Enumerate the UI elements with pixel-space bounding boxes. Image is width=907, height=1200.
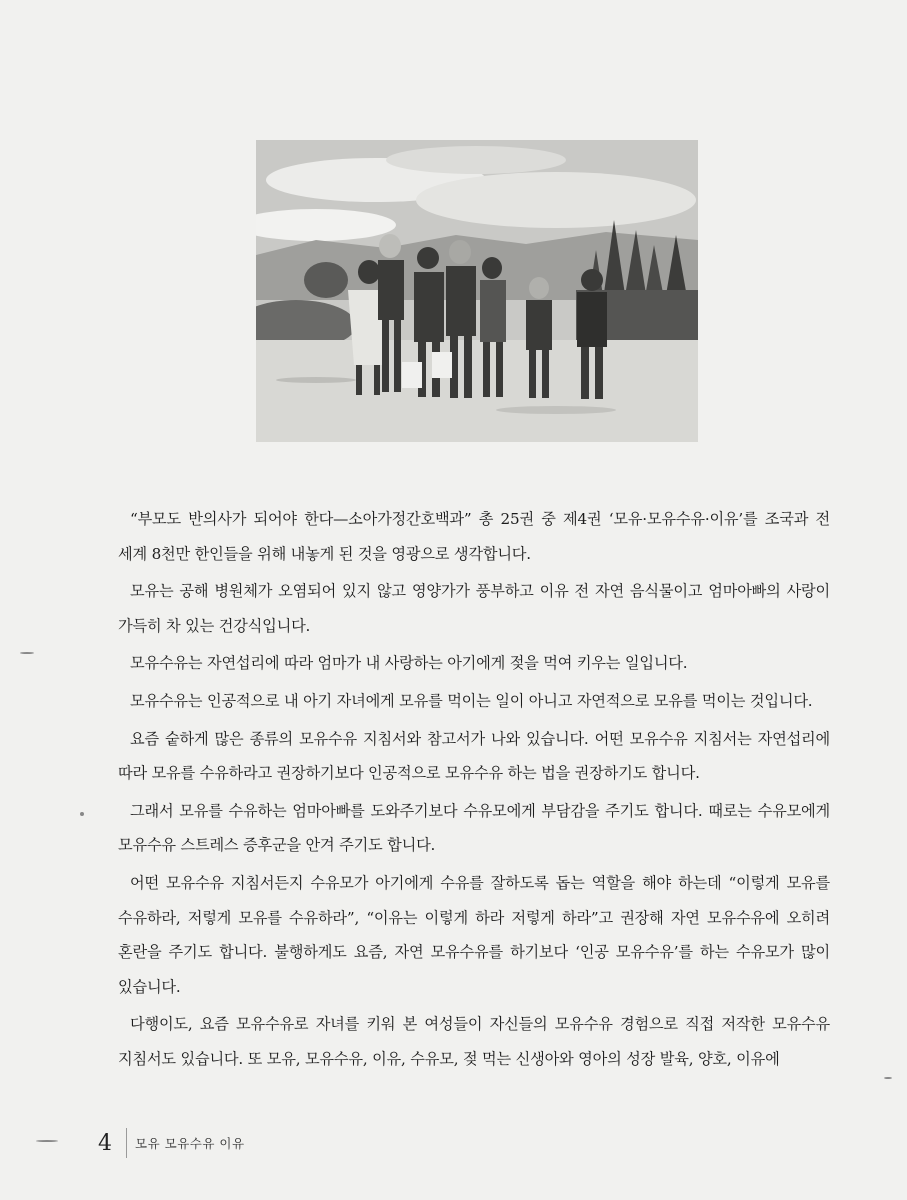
running-title: 모유 모유수유 이유 (135, 1136, 245, 1151)
body-text (118, 502, 830, 1080)
paragraph: 모유수유는 인공적으로 내 아기 자녀에게 모유를 먹이는 일이 아니고 자연적으로 모유를 먹이는 것입니다. (130, 691, 813, 710)
scan-speck (20, 652, 34, 654)
paragraph: “부모도 반의사가 되어야 한다—소아가정간호백과” 총 25권 중 제4권 ‘모유·모유수유·이유’를 조국과 전 세계 8천만 한인들을 위해 내놓게 된 것을 영광으로 생각합니다. (118, 510, 830, 563)
page-footer (98, 1128, 245, 1158)
footer-divider (126, 1128, 127, 1158)
children-group-photo (256, 140, 698, 442)
scan-speck (80, 812, 84, 816)
paragraph: 요즘 숱하게 많은 종류의 모유수유 지침서와 참고서가 나와 있습니다. 어떤 모유수유 지침서는 자연섭리에 따라 모유를 수유하라고 권장하기보다 인공적으로 모유수유 하는 법을 권장하기도 합니다. (118, 729, 830, 783)
page-number: 4 (98, 1130, 112, 1156)
photo-illustration (256, 140, 698, 442)
paragraph: 모유는 공해 병원체가 오염되어 있지 않고 영양가가 풍부하고 이유 전 자연 음식물이고 엄마아빠의 사랑이 가득히 차 있는 건강식입니다. (118, 582, 830, 635)
paragraph: 모유수유는 자연섭리에 따라 엄마가 내 사랑하는 아기에게 젖을 먹여 키우는 일입니다. (130, 654, 688, 673)
paragraph: 어떤 모유수유 지침서든지 수유모가 아기에게 수유를 잘하도록 돕는 역할을 해야 하는데 “이렇게 모유를 수유하라, 저렇게 모유를 수유하라”, “이유는 이렇게 하라 저렇게 하라”고 권장해 자연 모유수유에 오히려 혼란을 주기도 합니다. 불행하게도 요즘, 자연 모유수유를 하기보다 ‘인공 모유수유’를 하는 수유모가 많이 있습니다. (118, 873, 830, 996)
paragraph: 그래서 모유를 수유하는 엄마아빠를 도와주기보다 수유모에게 부담감을 주기도 합니다. 때로는 수유모에게 모유수유 스트레스 증후군을 안겨 주기도 합니다. (118, 801, 830, 855)
scan-speck (884, 1077, 892, 1079)
scan-speck (36, 1140, 58, 1142)
paragraph: 다행이도, 요즘 모유수유로 자녀를 키워 본 여성들이 자신들의 모유수유 경험으로 직접 저작한 모유수유 지침서도 있습니다. 또 모유, 모유수유, 이유, 수유모, 젖 먹는 신생아와 영아의 성장 발육, 양호, 이유에 (118, 1015, 830, 1068)
